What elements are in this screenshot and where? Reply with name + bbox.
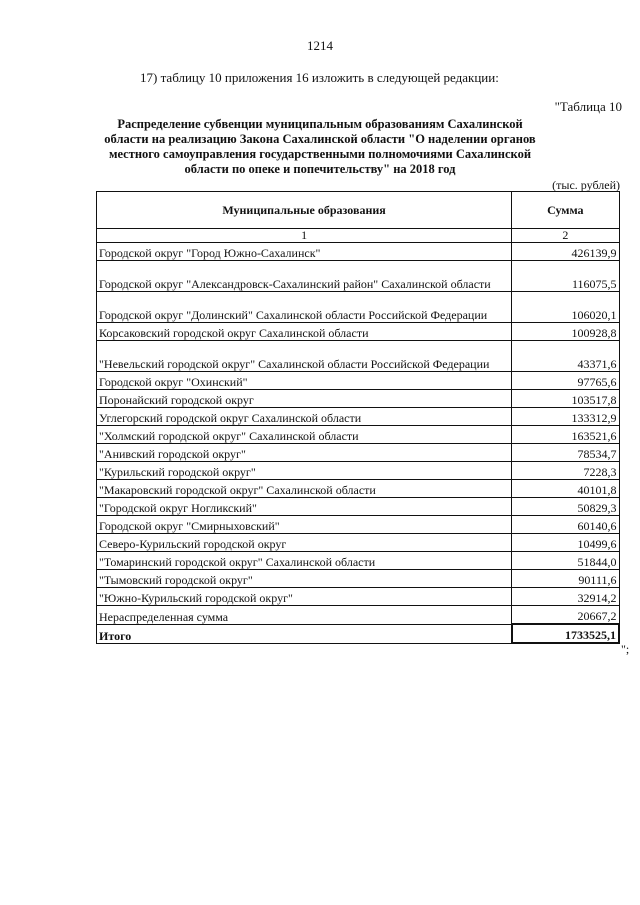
- subsidy-sum: 50829,3: [512, 498, 619, 516]
- subsidy-sum: 163521,6: [512, 426, 619, 444]
- subsidy-sum: 32914,2: [512, 588, 619, 606]
- municipality-name: Нераспределенная сумма: [97, 606, 512, 625]
- table-row: [97, 372, 620, 390]
- subsidy-sum: 10499,6: [512, 534, 619, 552]
- column-number: 2: [512, 229, 619, 243]
- table-title: Распределение субвенции муниципальным образованиям Сахалинской области на реализацию Закона Сахалинской области "О наделении органов местного самоуправления государственными полномочиями Сахалинской области по опеке и попечительству" на 2018 год: [104, 117, 536, 176]
- municipality-name: Поронайский городской округ: [97, 390, 512, 408]
- subsidy-sum: 100928,8: [512, 323, 619, 341]
- table-row: [97, 498, 620, 516]
- table-row: [97, 462, 620, 480]
- municipality-name: "Томаринский городской округ" Сахалинской области: [97, 552, 512, 570]
- municipality-name: "Макаровский городской округ" Сахалинской области: [97, 480, 512, 498]
- municipality-name: "Южно-Курильский городской округ": [97, 588, 512, 606]
- table-row: [97, 516, 620, 534]
- municipality-name: Северо-Курильский городской округ: [97, 534, 512, 552]
- table-row: [97, 341, 620, 372]
- closing-quote: ";: [621, 642, 630, 656]
- subsidy-sum: 78534,7: [512, 444, 619, 462]
- municipality-name: "Невельский городской округ" Сахалинской области Российской Федерации: [97, 341, 512, 372]
- municipality-name: "Курильский городской округ": [97, 462, 512, 480]
- municipality-name: "Городской округ Ногликский": [97, 498, 512, 516]
- column-number-row: [97, 229, 620, 243]
- municipality-name: Городской округ "Охинский": [97, 372, 512, 390]
- table-row: [97, 390, 620, 408]
- table-row: [97, 444, 620, 462]
- page-number: 1214: [307, 38, 333, 53]
- municipality-name: "Тымовский городской округ": [97, 570, 512, 588]
- municipality-name: Городской округ "Долинский" Сахалинской области Российской Федерации: [97, 292, 512, 323]
- table-row: [97, 480, 620, 498]
- table-row: [97, 323, 620, 341]
- subsidy-sum: 60140,6: [512, 516, 619, 534]
- municipality-name: Корсаковский городской округ Сахалинской области: [97, 323, 512, 341]
- subsidy-sum: 20667,2: [512, 606, 619, 625]
- subsidy-sum: 40101,8: [512, 480, 619, 498]
- subsidy-sum: 116075,5: [512, 261, 619, 292]
- municipality-name: Углегорский городской округ Сахалинской области: [97, 408, 512, 426]
- total-label: Итого: [97, 624, 512, 643]
- table-row: [97, 552, 620, 570]
- total-sum: 1733525,1: [512, 624, 619, 643]
- table-row: [97, 606, 620, 625]
- table-row: [97, 261, 620, 292]
- table-reference: "Таблица 10: [554, 99, 622, 114]
- table-row: [97, 534, 620, 552]
- total-row: [97, 624, 620, 643]
- intro-text: 17) таблицу 10 приложения 16 изложить в следующей редакции:: [140, 70, 499, 85]
- subsidy-sum: 106020,1: [512, 292, 619, 323]
- subsidy-sum: 51844,0: [512, 552, 619, 570]
- subsidy-sum: 97765,6: [512, 372, 619, 390]
- municipality-name: "Анивский городской округ": [97, 444, 512, 462]
- subsidy-sum: 133312,9: [512, 408, 619, 426]
- units-label: (тыс. рублей): [552, 178, 620, 192]
- municipality-name: Городской округ "Смирныховский": [97, 516, 512, 534]
- table-row: [97, 570, 620, 588]
- subsidy-sum: 426139,9: [512, 243, 619, 261]
- table-row: [97, 292, 620, 323]
- subsidy-sum: 90111,6: [512, 570, 619, 588]
- subsidy-sum: 7228,3: [512, 462, 619, 480]
- table-row: [97, 426, 620, 444]
- municipality-name: Городской округ "Александровск-Сахалинский район" Сахалинской области: [97, 261, 512, 292]
- table-row: [97, 588, 620, 606]
- municipality-name: Городской округ "Город Южно-Сахалинск": [97, 243, 512, 261]
- header-municipalities: Муниципальные образования: [97, 192, 512, 229]
- subsidy-sum: 103517,8: [512, 390, 619, 408]
- table-row: [97, 408, 620, 426]
- column-number: 1: [97, 229, 512, 243]
- header-sum: Сумма: [512, 192, 619, 229]
- table-row: [97, 243, 620, 261]
- subsidy-table: [96, 191, 620, 644]
- subsidy-sum: 43371,6: [512, 341, 619, 372]
- municipality-name: "Холмский городской округ" Сахалинской области: [97, 426, 512, 444]
